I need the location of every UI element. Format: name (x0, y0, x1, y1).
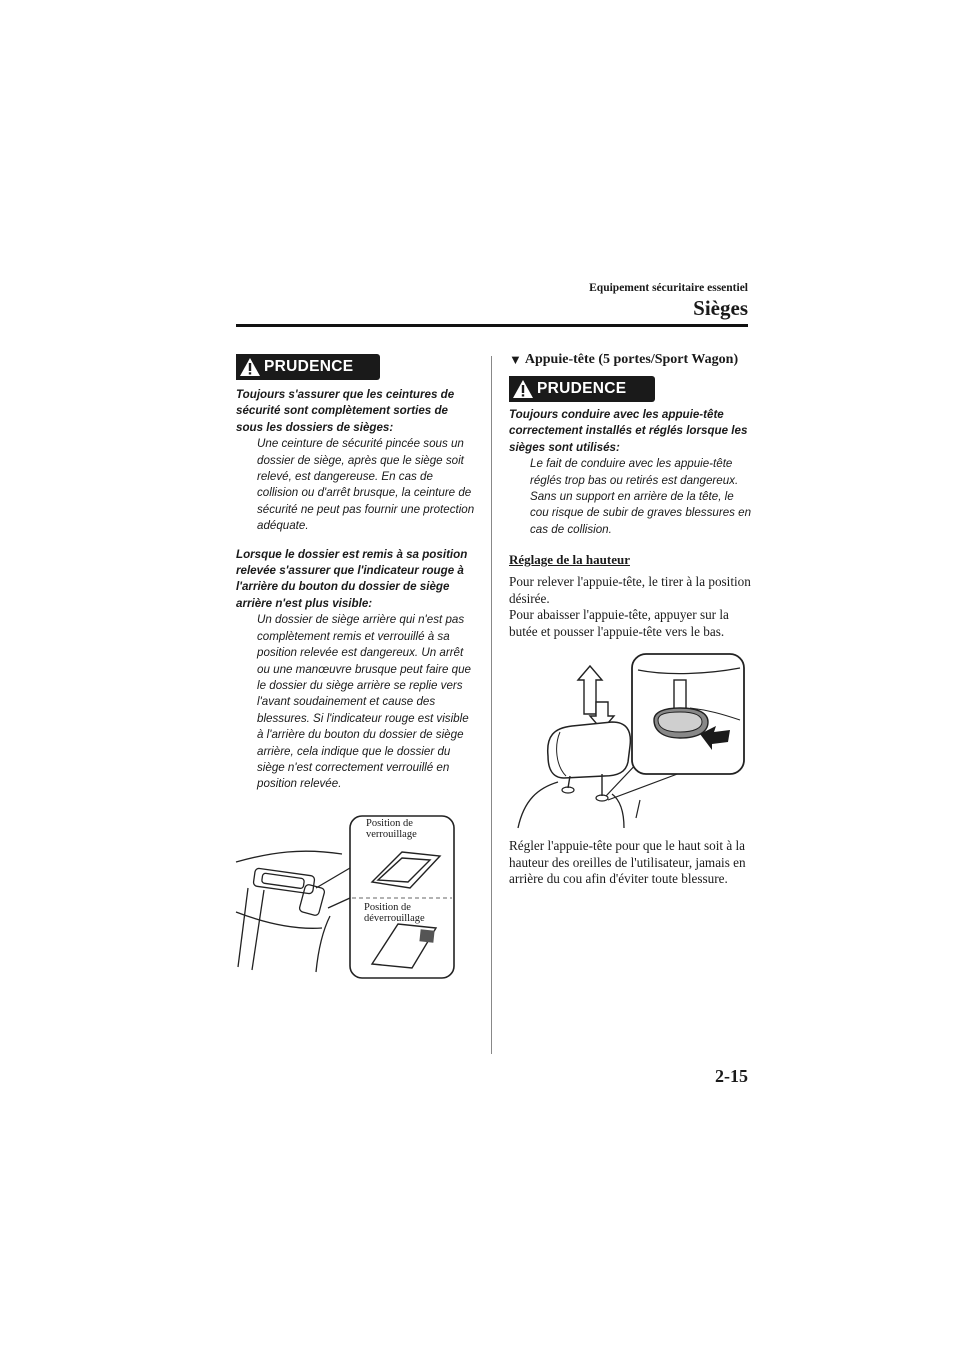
figure-label-unlock (364, 902, 425, 924)
warning-body: Le fait de conduire avec les appuie-tête réglés trop bas ou retirés est dangereux. Sans un support en arrière de la tête, le cou risque de subir de graves blessures en cas de collision. (530, 457, 752, 536)
caution-banner (236, 354, 380, 380)
paragraph: Pour relever l'appuie-tête, le tirer à la position désirée. (509, 574, 751, 606)
warning-body: Une ceinture de sécurité pincée sous un dossier de siège, après que le siège soit relevé, est dangereuse. En cas de collision ou d'arrêt brusque, la ceinture de sécurité ne peut pas fournir une protection adéquate. (257, 437, 475, 533)
section-heading (509, 352, 754, 368)
caution-label: PRUDENCE (264, 358, 354, 375)
warning-icon (509, 376, 537, 402)
left-column (236, 354, 476, 793)
caution-banner (509, 376, 655, 402)
section-title: Appuie-tête (5 portes/Sport Wagon) (524, 352, 739, 367)
right-column-bottom (509, 838, 754, 888)
figure-label-line: Position de (364, 902, 411, 913)
warning-icon (236, 354, 264, 380)
running-header-section: Equipement sécuritaire essentiel (589, 282, 748, 294)
subheading: Réglage de la hauteur (509, 552, 630, 568)
seatback-lock-illustration (232, 812, 458, 982)
right-column (509, 352, 754, 641)
warning-body: Un dossier de siège arrière qui n'est pas complètement remis et verrouillé à sa position relevée est dangereux. Un arrêt ou une manœuvre brusque peut faire que le dossier du siège arrière se replie vers l'avant soudainement et cause des blessures. Si l'indicateur rouge est visible à l'arrière du bouton du dossier de siège arrière, cela indique que le dossier du siège n'est correctement verrouillé en position relevée. (257, 613, 471, 791)
running-header-title: Sièges (693, 296, 748, 320)
paragraph: Pour abaisser l'appuie-tête, appuyer sur la butée et pousser l'appuie-tête vers le bas. (509, 607, 729, 640)
caution-label: PRUDENCE (537, 380, 627, 397)
warning-heading: Lorsque le dossier est remis à sa position relevée s'assurer que l'indicateur rouge à l'arrière du bouton du dossier de siège arrière n'est plus visible: (236, 547, 468, 610)
figure-label-line: Position de (366, 818, 413, 829)
headrest-adjustment-illustration (508, 650, 746, 830)
column-divider (491, 356, 492, 1054)
figure-label-lock (366, 818, 417, 840)
warning-heading: Toujours s'assurer que les ceintures de sécurité sont complètement sorties de sous les dossiers de sièges: (236, 388, 455, 434)
page-number: 2-15 (715, 1066, 748, 1086)
triangle-down-icon: ▼ (509, 352, 522, 367)
figure-label-line: déverrouillage (364, 913, 425, 924)
paragraph: Régler l'appuie-tête pour que le haut soit à la hauteur des oreilles de l'utilisateur, jamais en arrière du cou afin d'éviter toute blessure. (509, 838, 746, 887)
header-rule (236, 324, 748, 327)
figure-label-line: verrouillage (366, 829, 417, 840)
warning-heading: Toujours conduire avec les appuie-tête correctement installés et réglés lorsque les sièges sont utilisés: (509, 408, 748, 454)
